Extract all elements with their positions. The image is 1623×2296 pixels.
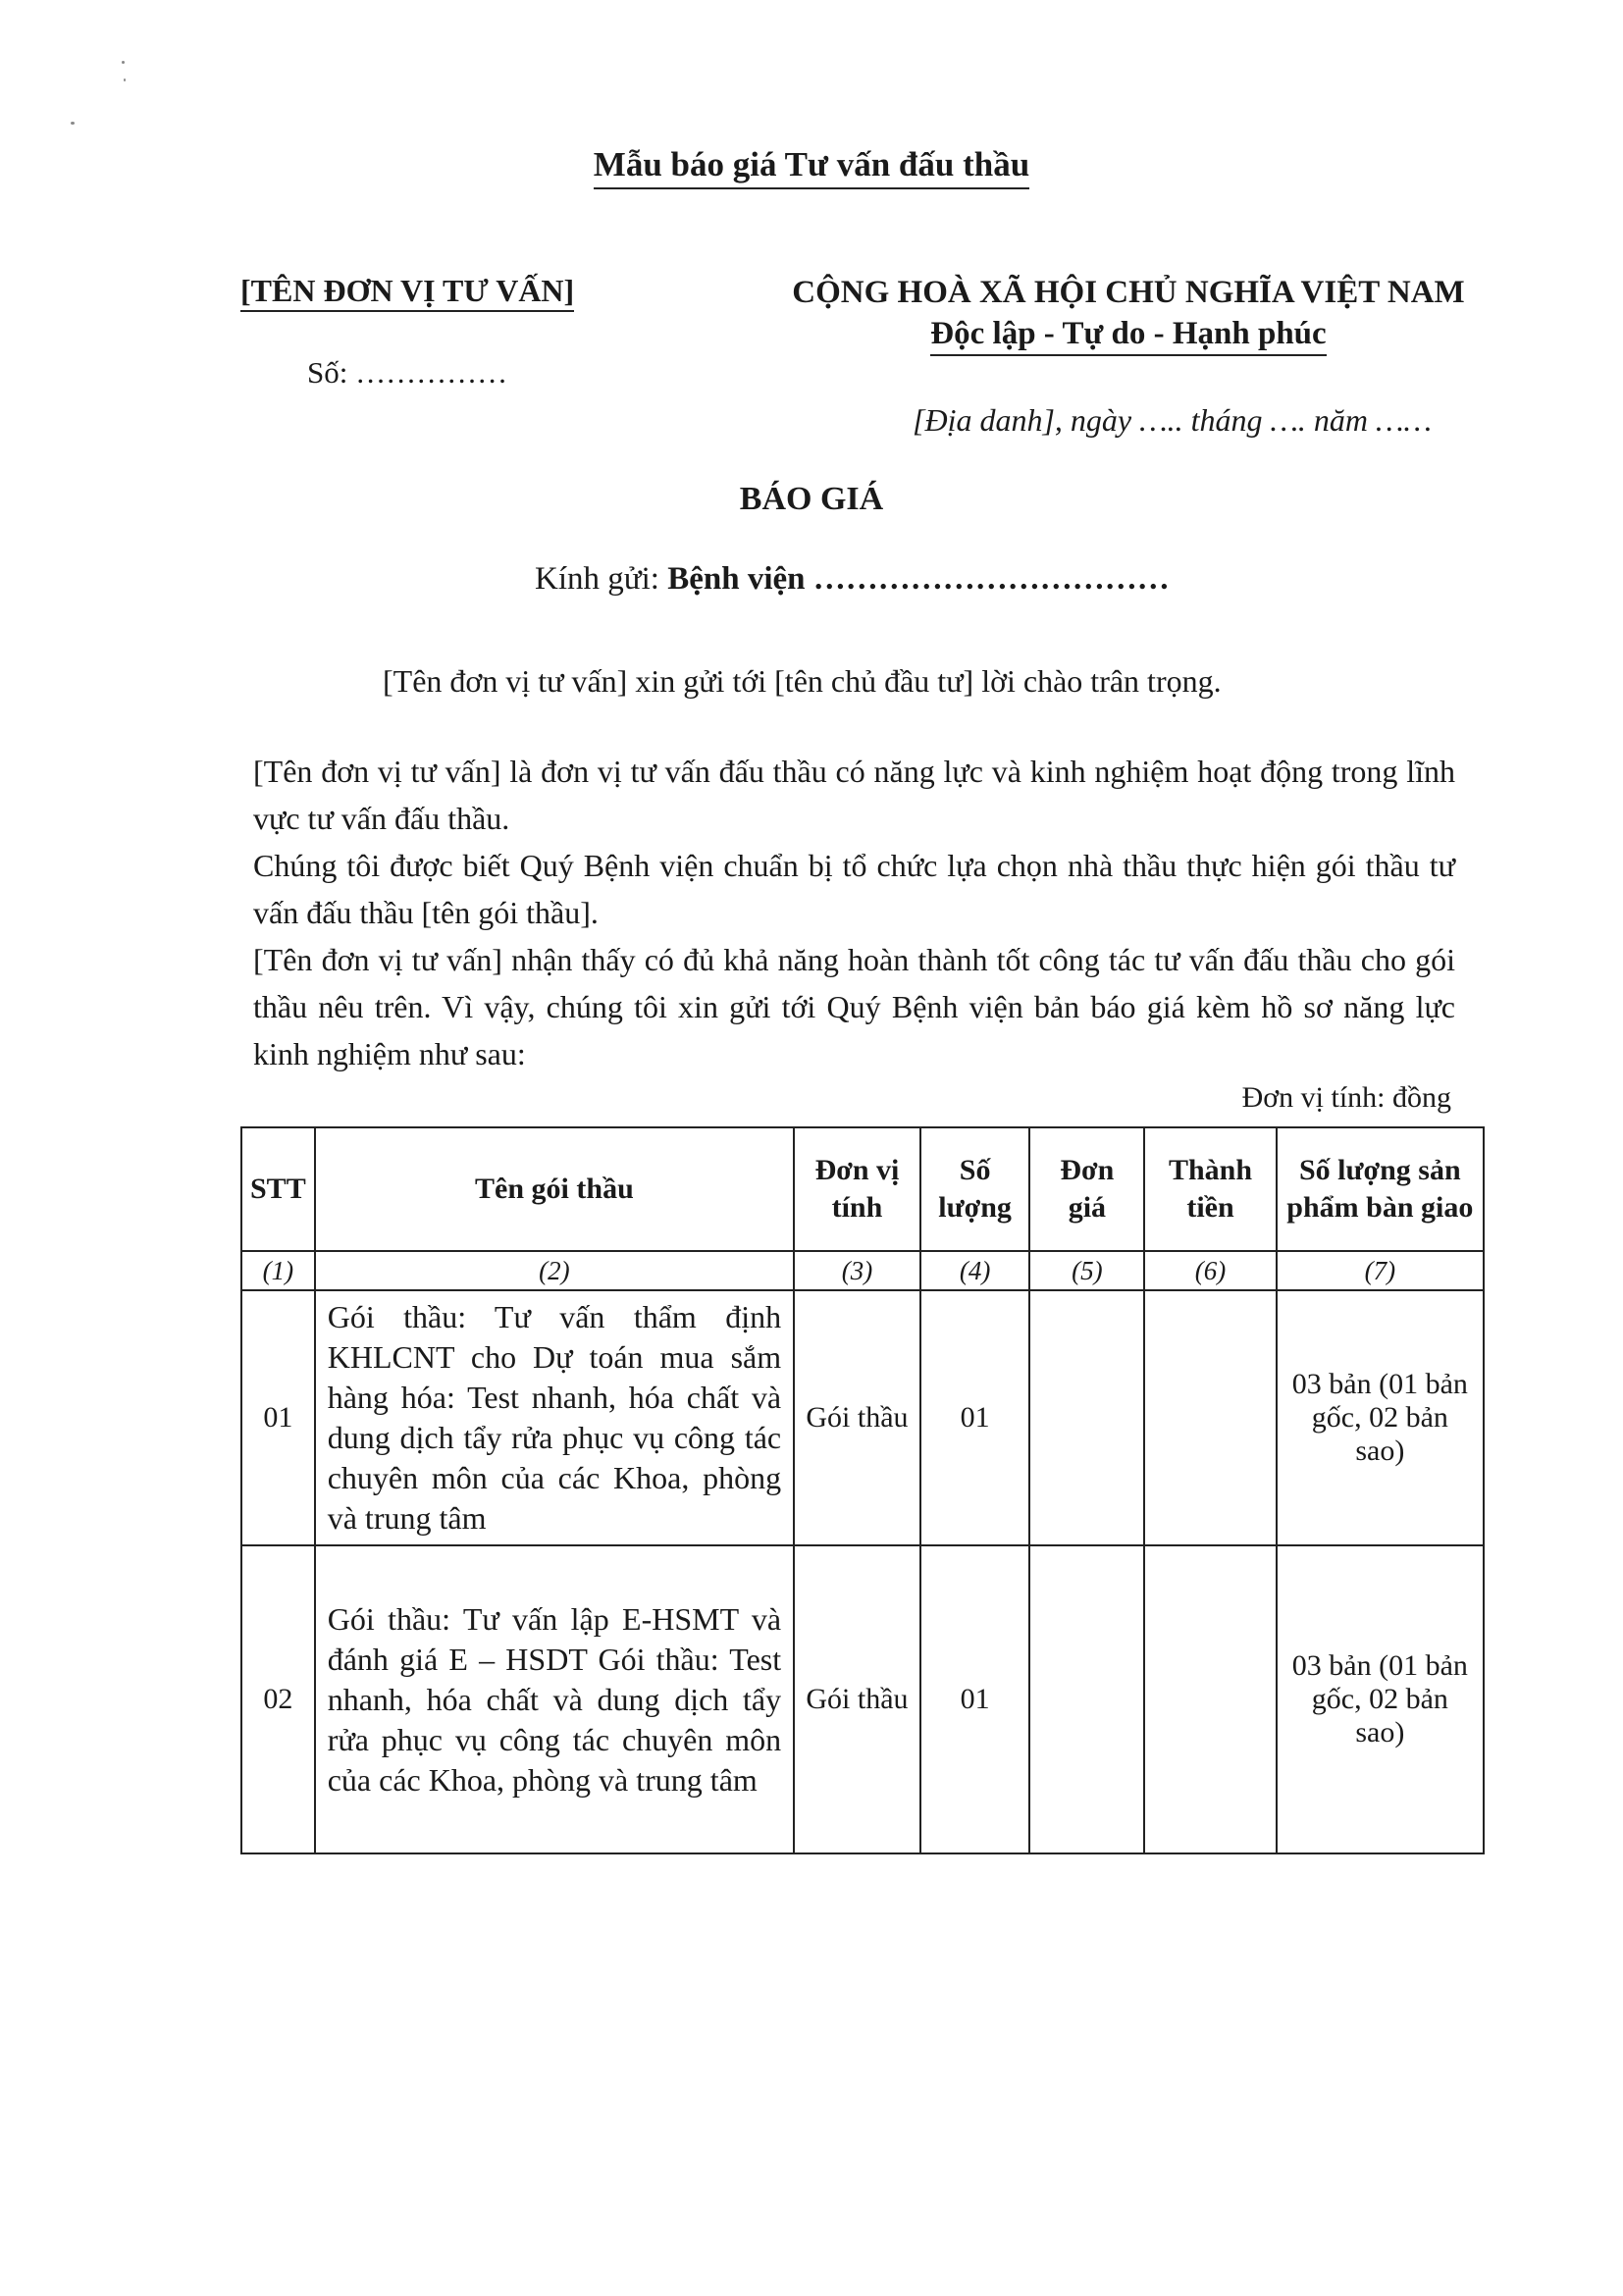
cell-unit: Gói thầu: [794, 1545, 920, 1853]
scan-speck: [124, 78, 126, 81]
col-header-package-name: Tên gói thầu: [315, 1127, 794, 1251]
table-row: [241, 1545, 1484, 1853]
cell-quantity: 01: [920, 1290, 1030, 1545]
cell-unit: Gói thầu: [794, 1290, 920, 1545]
col-header-total: Thành tiền: [1144, 1127, 1276, 1251]
paragraph: [Tên đơn vị tư vấn] là đơn vị tư vấn đấu thầu có năng lực và kinh nghiệm hoạt động trong lĩnh vực tư vấn đấu thầu.: [253, 754, 1455, 836]
date-line: [Địa danh], ngày ….. tháng …. năm ……: [913, 402, 1432, 438]
national-title: CỘNG HOÀ XÃ HỘI CHỦ NGHĨA VIỆT NAM: [792, 275, 1465, 310]
national-motto: Độc lập - Tự do - Hạnh phúc: [687, 316, 1570, 352]
cell-stt: 02: [241, 1545, 315, 1853]
cell-unit-price: [1029, 1290, 1144, 1545]
body-text: [253, 748, 1455, 1077]
cell-package-name: Gói thầu: Tư vấn lập E-HSMT và đánh giá E – HSDT Gói thầu: Test nhanh, hóa chất và dung dịch tẩy rửa phục vụ công tác chuyên môn của các Khoa, phòng và trung tâm: [315, 1545, 794, 1853]
cell-total: [1144, 1290, 1276, 1545]
cell-deliverables: 03 bản (01 bản gốc, 02 bản sao): [1277, 1545, 1484, 1853]
col-number: (5): [1029, 1251, 1144, 1290]
scan-speck: [122, 61, 125, 64]
col-number: (1): [241, 1251, 315, 1290]
table-header-row: [241, 1127, 1484, 1251]
paragraph: [Tên đơn vị tư vấn] nhận thấy có đủ khả năng hoàn thành tốt công tác tư vấn đấu thầu cho gói thầu nêu trên. Vì vậy, chúng tôi xin gửi tới Quý Bệnh viện bản báo giá kèm hồ sơ năng lực kinh nghiệm như sau:: [253, 942, 1455, 1071]
col-header-unit-price: Đơn giá: [1029, 1127, 1144, 1251]
org-name: [TÊN ĐƠN VỊ TƯ VẤN]: [240, 273, 574, 309]
cell-deliverables: 03 bản (01 bản gốc, 02 bản sao): [1277, 1290, 1484, 1545]
recipient-name: Bệnh viện ……………………………: [667, 561, 1170, 597]
greeting: [Tên đơn vị tư vấn] xin gửi tới [tên chủ đầu tư] lời chào trân trọng.: [383, 663, 1222, 699]
doc-number: Số: ……………: [307, 355, 508, 390]
column-number-row: [241, 1251, 1484, 1290]
col-header-deliverables: Số lượng sản phẩm bàn giao: [1277, 1127, 1484, 1251]
cell-total: [1144, 1545, 1276, 1853]
form-title: Mẫu báo giá Tư vấn đấu thầu: [0, 145, 1623, 184]
currency-unit-note: Đơn vị tính: đồng: [1241, 1081, 1451, 1114]
cell-unit-price: [1029, 1545, 1144, 1853]
quotation-table: [240, 1126, 1485, 1854]
cell-package-name: Gói thầu: Tư vấn thẩm định KHLCNT cho Dự toán mua sắm hàng hóa: Test nhanh, hóa chất và dung dịch tẩy rửa phục vụ công tác chuyên môn của các Khoa, phòng và trung tâm: [315, 1290, 794, 1545]
table-row: [241, 1290, 1484, 1545]
cell-quantity: 01: [920, 1545, 1030, 1853]
recipient: [535, 561, 1170, 598]
col-number: (2): [315, 1251, 794, 1290]
col-header-stt: STT: [241, 1127, 315, 1251]
recipient-prefix: Kính gửi:: [535, 561, 668, 597]
col-number: (7): [1277, 1251, 1484, 1290]
col-header-quantity: Số lượng: [920, 1127, 1030, 1251]
cell-stt: 01: [241, 1290, 315, 1545]
col-number: (3): [794, 1251, 920, 1290]
document-heading: BÁO GIÁ: [739, 481, 884, 517]
col-number: (6): [1144, 1251, 1276, 1290]
scan-speck: [71, 122, 75, 125]
col-header-unit: Đơn vị tính: [794, 1127, 920, 1251]
col-number: (4): [920, 1251, 1030, 1290]
paragraph: Chúng tôi được biết Quý Bệnh viện chuẩn bị tổ chức lựa chọn nhà thầu thực hiện gói thầu tư vấn đấu thầu [tên gói thầu].: [253, 848, 1455, 930]
